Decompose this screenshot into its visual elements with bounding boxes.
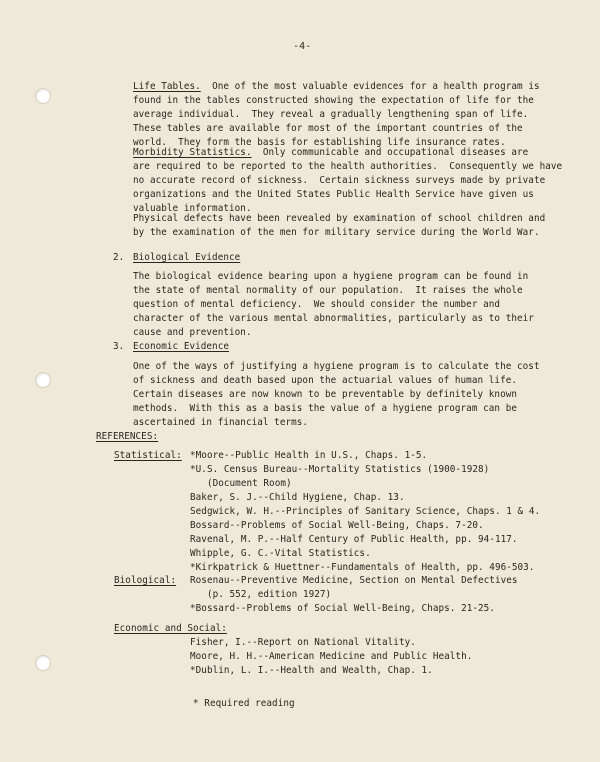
punch-hole	[35, 372, 51, 388]
biological-line: The biological evidence bearing upon a hygiene program can be found in	[133, 271, 529, 282]
reference-entry: Ravenal, M. P.--Half Century of Public Health, pp. 94-117.	[190, 534, 518, 545]
reference-entry: Bossard--Problems of Social Well-Being, Chaps. 7-20.	[190, 520, 484, 531]
biological-line: cause and prevention.	[133, 327, 252, 338]
footnote: * Required reading	[193, 698, 295, 709]
punch-hole	[35, 655, 51, 671]
biological-line: character of the various mental abnormalities, particularly as to their	[133, 313, 534, 324]
economic-line: One of the ways of justifying a hygiene program is to calculate the cost	[133, 361, 540, 372]
economic-label: Economic and Social:	[114, 623, 227, 634]
life-tables-line: world. They form the basis for establishing life insurance rates.	[133, 137, 506, 148]
reference-entry: Baker, S. J.--Child Hygiene, Chap. 13.	[190, 492, 405, 503]
reference-entry: Moore, H. H.--American Medicine and Public Health.	[190, 651, 473, 662]
morbidity-line	[133, 146, 528, 160]
statistical-label: Statistical:	[114, 450, 182, 461]
economic-line: ascertained in financial terms.	[133, 417, 309, 428]
page-number: -4-	[293, 41, 312, 52]
life-tables-line: These tables are available for most of the important countries of the	[133, 123, 523, 134]
section-number: 2.	[113, 252, 125, 263]
morbidity-heading: Morbidity Statistics.	[133, 147, 252, 158]
economic-line: Certain diseases are now known to be preventable by definitely known	[133, 389, 518, 400]
economic-line: methods. With this as a basis the value of a hygiene program can be	[133, 403, 518, 414]
biological-line: the state of mental normality of our population. It raises the whole	[133, 285, 523, 296]
economic-line: of sickness and death based upon the actuarial values of human life.	[133, 375, 518, 386]
reference-entry: *U.S. Census Bureau--Mortality Statistics (1900-1928)	[190, 464, 490, 475]
reference-entry: Whipple, G. C.-Vital Statistics.	[190, 548, 371, 559]
section-number: 3.	[113, 341, 125, 352]
biological-heading: Biological Evidence	[133, 252, 241, 263]
economic-heading: Economic Evidence	[133, 341, 230, 352]
morbidity-line: valuable information.	[133, 203, 252, 214]
life-tables-line: found in the tables constructed showing the expectation of life for the	[133, 95, 534, 106]
life-tables-first-line: One of the most valuable evidences for a health program is	[212, 81, 540, 92]
morbidity-line: are required to be reported to the health authorities. Consequently we have	[133, 161, 563, 172]
reference-entry: *Moore--Public Health in U.S., Chaps. 1-5.	[190, 450, 428, 461]
biological-line: question of mental deficiency. We should consider the number and	[133, 299, 501, 310]
reference-entry: (Document Room)	[190, 478, 292, 489]
life-tables-line	[133, 80, 540, 94]
reference-entry: (p. 552, edition 1927)	[190, 589, 332, 600]
references-heading: REFERENCES:	[96, 431, 159, 442]
physical-defects-line: by the examination of the men for military service during the World War.	[133, 227, 540, 238]
life-tables-heading: Life Tables.	[133, 81, 201, 92]
reference-entry: Fisher, I.--Report on National Vitality.	[190, 637, 416, 648]
reference-entry: Sedgwick, W. H.--Principles of Sanitary Science, Chaps. 1 & 4.	[190, 506, 541, 517]
life-tables-line: average individual. They reveal a gradually lengthening span of life.	[133, 109, 529, 120]
morbidity-line: no accurate record of sickness. Certain sickness surveys made by private	[133, 175, 546, 186]
physical-defects-line: Physical defects have been revealed by examination of school children and	[133, 213, 546, 224]
punch-hole	[35, 88, 51, 104]
morbidity-first-line: Only communicable and occupational diseases are	[262, 147, 529, 158]
reference-entry: *Kirkpatrick & Huettner--Fundamentals of Health, pp. 496-503.	[190, 562, 535, 573]
biological-label: Biological:	[114, 575, 177, 586]
reference-entry: Rosenau--Preventive Medicine, Section on Mental Defectives	[190, 575, 518, 586]
reference-entry: *Dublin, L. I.--Health and Wealth, Chap. 1.	[190, 665, 433, 676]
morbidity-line: organizations and the United States Public Health Service have given us	[133, 189, 534, 200]
reference-entry: *Bossard--Problems of Social Well-Being, Chaps. 21-25.	[190, 603, 495, 614]
